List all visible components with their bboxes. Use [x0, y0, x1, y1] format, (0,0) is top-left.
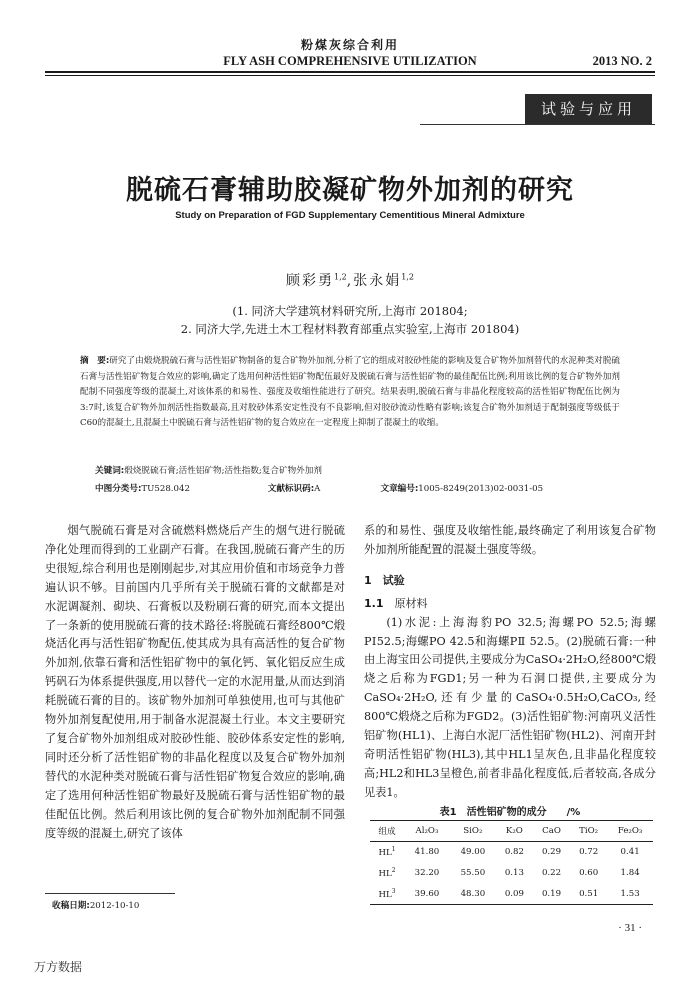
- clc-number: [95, 482, 265, 494]
- body-paragraph: (1)水泥:上海海豹PO 32.5;海螺PO 52.5;海螺PⅠ52.5;海螺PO 42.5和海螺PⅡ 52.5。(2)脱硫石膏:一种由上海宝田公司提供,主要成分为CaSO₄·2H₂O,经800℃煅烧之后称为FGD1;另一种为石洞口提供,主要成分为CaSO₄·2H₂O,还有少量的CaSO₄·0.5H₂O,CaCO₃,经800℃煅烧之后称为FGD2。(3)活性铝矿物:河南巩义活性铝矿物(HL1)、上海白水泥厂活性铝矿物(HL2)、河南开封奇明活性铝矿物(HL3),其中HL1呈灰色,且非晶化程度较高;HL2和HL3呈橙色,前者非晶化程度低,后者较高,各成分见表1。: [364, 615, 656, 799]
- article-title-en: Study on Preparation of FGD Supplementary Cementitious Mineral Admixture: [175, 210, 525, 221]
- doc-value: A: [314, 484, 321, 494]
- table-row-label: $HL^1$: [378, 846, 396, 859]
- subsection-title: 原材料: [394, 596, 428, 610]
- table-cell: 1.53: [607, 884, 653, 905]
- classification-line: [95, 482, 615, 494]
- table-cell: 0.13: [504, 868, 524, 878]
- received-date-label: 收稿日期:: [52, 901, 90, 911]
- table-cell: 48.30: [450, 884, 496, 905]
- clc-value: TU528.042: [141, 484, 190, 494]
- table-cell: 0.09: [496, 884, 533, 905]
- article-value: 1005-8249(2013)02-0031-05: [418, 484, 544, 494]
- section-rule: [420, 124, 655, 125]
- journal-title-cn: 粉煤灰综合利用: [300, 38, 399, 52]
- table-cell: 0.41: [620, 847, 640, 858]
- table-header-cell: Al₂O₃: [404, 821, 450, 842]
- author-name: 顾彩勇: [286, 273, 335, 289]
- body-left-column: [45, 522, 345, 843]
- subsection-number: 1.1: [364, 596, 384, 610]
- footnote-rule: [45, 893, 175, 894]
- journal-title-en: FLY ASH COMPREHENSIVE UTILIZATION: [223, 54, 477, 68]
- affiliation: (1. 同济大学建筑材料研究所,上海市 201804;: [232, 304, 468, 318]
- section-badge: 试验与应用: [525, 94, 652, 124]
- table-row-label: $HL^3$: [370, 884, 404, 905]
- author-separator: ,: [346, 273, 354, 289]
- issue-number: 2013 NO. 2: [592, 54, 652, 68]
- table-cell: 32.20: [414, 868, 440, 878]
- author-affil-mark: 1,2: [334, 272, 347, 282]
- received-date: [52, 899, 139, 911]
- table-row: [370, 863, 653, 884]
- doc-label: 文献标识码:: [267, 484, 315, 494]
- doc-code: [268, 482, 378, 494]
- body-right-column: [364, 522, 656, 803]
- table-cell: 49.00: [460, 847, 486, 858]
- article-number: [380, 482, 543, 494]
- table-header-row: [370, 821, 653, 842]
- table-header-cell: Fe₂O₃: [607, 821, 653, 842]
- table-cell: 0.22: [541, 868, 562, 878]
- clc-label: 中图分类号:: [95, 484, 142, 494]
- subsection-heading: [364, 595, 656, 614]
- table-header-cell: SiO₂: [450, 821, 496, 842]
- table-cell: 41.80: [414, 847, 440, 858]
- table-row: [370, 842, 653, 863]
- table-row: [370, 884, 653, 905]
- table-cell: 0.51: [570, 884, 607, 905]
- table-cell: 55.50: [460, 868, 486, 878]
- abstract-label: 摘 要:: [80, 356, 110, 366]
- affiliation: 2. 同济大学,先进土木工程材料教育部重点实验室,上海市 201804): [180, 322, 520, 336]
- table-header-cell: TiO₂: [570, 821, 607, 842]
- section-heading: 1 试验: [364, 573, 405, 587]
- table-cell: 0.60: [579, 868, 599, 878]
- author-affil-mark: 1,2: [401, 272, 414, 282]
- source-watermark: 万方数据: [34, 960, 83, 974]
- table-cell: 0.72: [579, 847, 599, 858]
- table-cell: 0.29: [541, 847, 562, 858]
- page-number: · 31 ·: [618, 922, 642, 934]
- header-rule: [45, 71, 655, 73]
- composition-table: [370, 820, 653, 905]
- body-paragraph: 系的和易性、强度及收缩性能,最终确定了利用该复合矿物外加剂所能配置的混凝土强度等级。: [364, 524, 656, 556]
- table-cell: 0.19: [533, 884, 570, 905]
- table-cell: 0.82: [504, 847, 524, 858]
- body-paragraph: 烟气脱硫石膏是对含硫燃料燃烧后产生的烟气进行脱硫净化处理而得到的工业副产石膏。在我国,脱硫石膏产生的历史很短,综合利用也是刚刚起步,对其应用价值和市场竞争力普遍认识不够。目前国内几乎所有关于脱硫石膏的文献都是对水泥调凝剂、砌块、石膏板以及粉刷石膏的研究,而本文提出了一条新的使用脱硫石膏的技术路径:将脱硫石膏经800℃煅烧活化再与活性铝矿物配伍,使其成为具有高活性的复合矿物外加剂,依靠石膏和活性铝矿物中的氧化钙、氧化铝反应生成钙矾石为体系提供强度,用以替代一定的水泥用量,从而达到消耗脱硫石膏的目的。该矿物外加剂可单独使用,也可与其他矿物外加剂复配使用,用于制备水泥混凝土行业。本文主要研究了复合矿物外加剂组成对胶砂性能、胶砂体系安定性的影响,同时还分析了活性铝矿物的非晶化程度以及复合矿物外加剂替代的水泥种类对脱硫石膏与活性铝矿物复合效应的影响,确定了选用何种活性铝矿物最好及脱硫石膏与活性铝矿物的最佳配伍比例。然后利用该比例的复合矿物外加剂配制不同强度等级的混凝土,研究了该体: [45, 524, 345, 840]
- table-row-label: $HL^2$: [378, 867, 396, 879]
- table-cell: 39.60: [404, 884, 450, 905]
- article-label: 文章编号:: [380, 484, 419, 494]
- table-caption: 表1 活性铝矿物的成分 /%: [439, 807, 581, 818]
- keywords-text: 煅烧脱硫石膏;活性铝矿物;活性指数;复合矿物外加剂: [124, 466, 322, 476]
- author-line: [0, 270, 700, 290]
- abstract: [80, 354, 620, 432]
- article-title-cn: 脱硫石膏辅助胶凝矿物外加剂的研究: [126, 175, 574, 206]
- received-date-value: 2012-10-10: [89, 901, 140, 911]
- author-name: 张永娟: [353, 273, 402, 289]
- table-header-cell: CaO: [533, 821, 570, 842]
- abstract-text: 研究了由煅烧脱硫石膏与活性铝矿物制备的复合矿物外加剂,分析了它的组成对胶砂性能的影响及复合矿物外加剂替代的水泥种类对脱硫石膏与活性铝矿物复合效应的影响,确定了选用何种活性铝矿物配伍最好及脱硫石膏与活性铝矿物的最佳配伍比例;利用该比例的复合矿物外加剂配制不同强度等级的混凝土,对该体系的和易性、强度及收缩性能进行了研究。结果表明,脱硫石膏与非晶化程度较高的活性铝矿物配伍比例为3:7时,该复合矿物外加剂活性指数最高,且对胶砂体系安定性没有不良影响,但对胶砂流动性略有影响;该复合矿物外加剂适于配制强度等级低于C60的混凝土,且混凝土中脱硫石膏与活性铝矿物的复合效应在一定程度上抑制了混凝土的收缩。: [80, 356, 620, 428]
- header-rule-thin: [45, 75, 655, 76]
- table-cell: 1.84: [620, 868, 640, 878]
- table-header-cell: 组成: [370, 821, 404, 842]
- table-header-cell: K₂O: [496, 821, 533, 842]
- keywords-label: 关键词:: [95, 466, 125, 476]
- keywords: [95, 464, 615, 476]
